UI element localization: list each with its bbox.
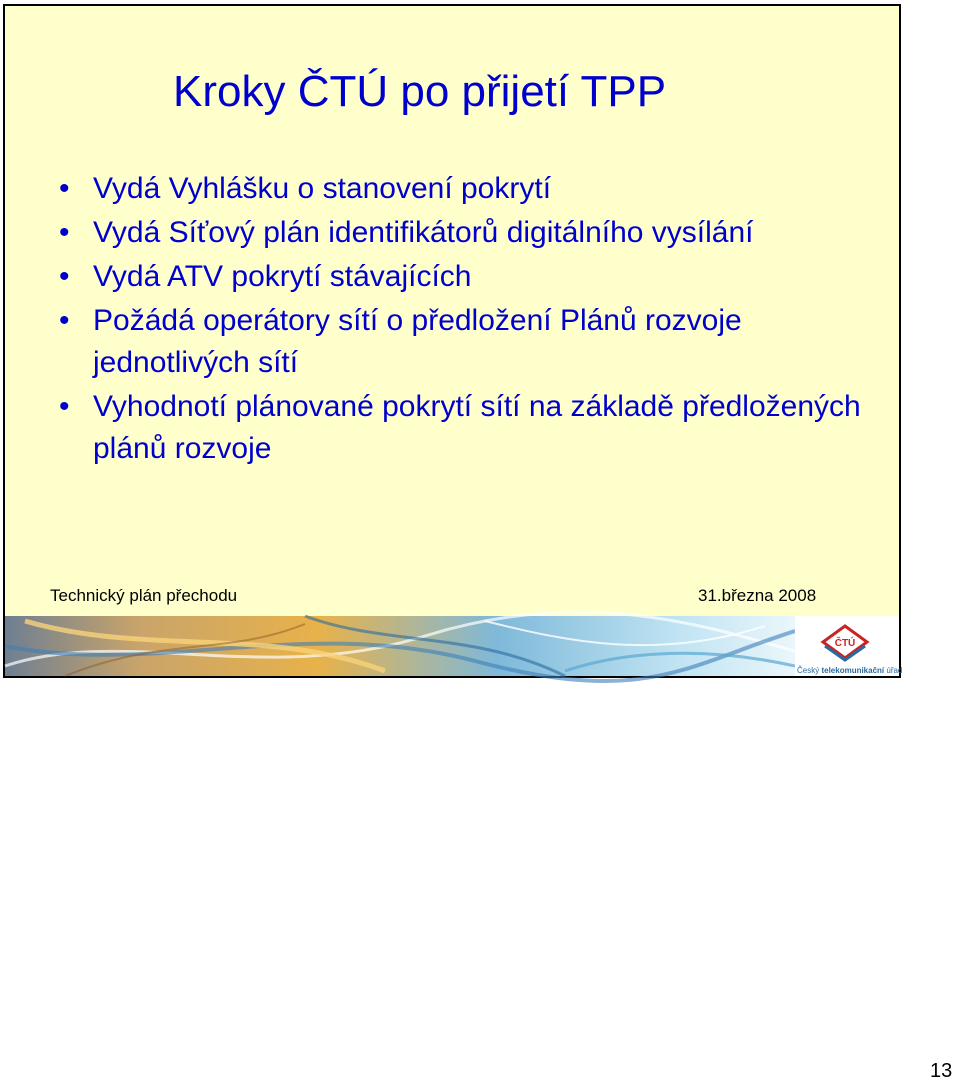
bullet-dot-icon: • bbox=[59, 172, 70, 205]
bullet-text: Vydá Vyhlášku o stanovení pokrytí bbox=[93, 172, 552, 205]
bullet-dot-icon: • bbox=[59, 390, 70, 423]
footer-banner bbox=[5, 616, 903, 676]
bullet-item bbox=[53, 386, 863, 470]
page-number: 13 bbox=[930, 1060, 953, 1082]
footer-title: Technický plán přechodu bbox=[50, 586, 238, 605]
bullet-dot-icon: • bbox=[59, 216, 70, 249]
bullet-item bbox=[53, 256, 863, 298]
bullet-text: Požádá operátory sítí o předložení Plánů rozvoje jednotlivých sítí bbox=[93, 304, 742, 379]
abstract-banner-image bbox=[5, 616, 903, 676]
bullet-text: Vydá Síťový plán identifikátorů digitálního vysílání bbox=[93, 216, 754, 249]
bullet-dot-icon: • bbox=[59, 304, 70, 337]
logo-caption: Český telekomunikační úřad bbox=[797, 666, 903, 675]
logo-text: ČTÚ bbox=[834, 638, 856, 649]
slide bbox=[3, 4, 901, 678]
bullet-text: Vydá ATV pokrytí stávajících bbox=[93, 260, 472, 293]
bullet-dot-icon: • bbox=[59, 260, 70, 293]
bullet-text: Vyhodnotí plánované pokrytí sítí na základě předložených plánů rozvoje bbox=[93, 390, 861, 465]
bullet-list bbox=[53, 168, 863, 472]
bullet-item bbox=[53, 168, 863, 210]
bullet-item bbox=[53, 300, 863, 384]
bullet-item bbox=[53, 212, 863, 254]
slide-title: Kroky ČTÚ po přijetí TPP bbox=[173, 67, 667, 116]
footer-date: 31.března 2008 bbox=[698, 586, 817, 605]
